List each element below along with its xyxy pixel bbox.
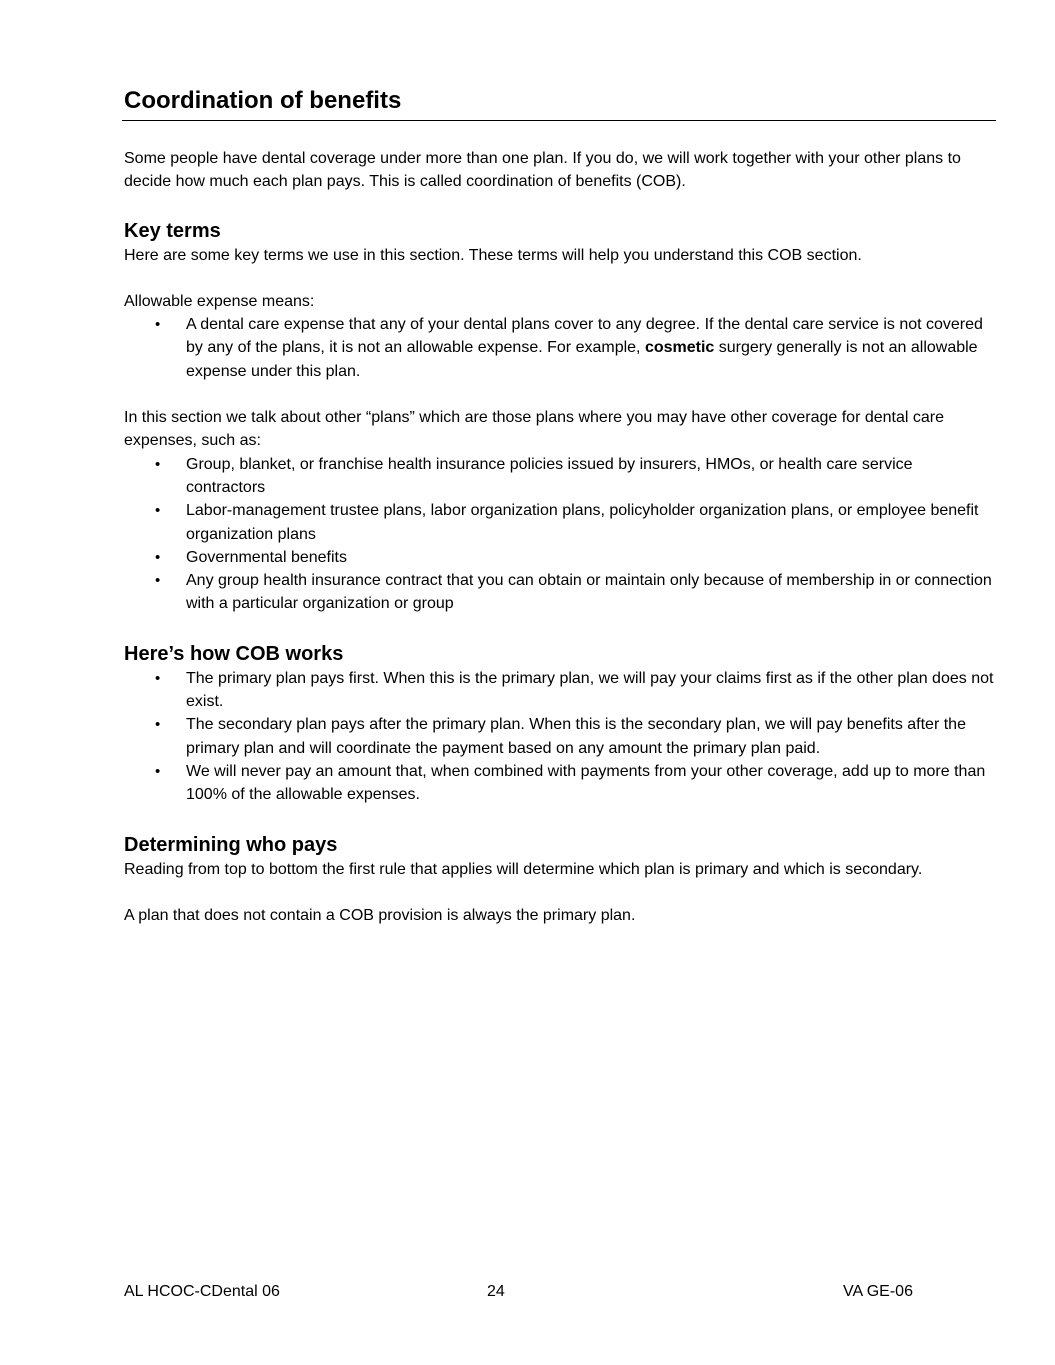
list-item <box>124 713 996 760</box>
list-item <box>124 313 996 383</box>
key-terms-description: Here are some key terms we use in this section. These terms will help you understand this COB section. <box>124 246 862 264</box>
list-item-text: The secondary plan pays after the primary plan. When this is the secondary plan, we will pay benefits after the primary plan and will coordinate the payment based on any amount the primary plan paid. <box>186 716 966 757</box>
allowable-expense-list <box>124 313 996 383</box>
key-terms-heading: Key terms <box>124 219 221 242</box>
allowable-item-text-start: A dental care expense that any of your dental plans cover to any degree. If the dental care service is not covered by any of the plans, it is not an allowable expense. For example, <box>186 316 983 357</box>
list-item <box>124 499 996 546</box>
how-cob-works-list <box>124 667 996 807</box>
bullet-icon: • <box>155 572 161 590</box>
cob-provision-text: A plan that does not contain a COB provision is always the primary plan. <box>124 906 636 924</box>
determining-heading: Determining who pays <box>124 833 338 856</box>
bullet-icon: • <box>155 316 161 334</box>
list-item-text: Any group health insurance contract that you can obtain or maintain only because of membership in or connection with a particular organization or group <box>186 572 992 613</box>
list-item-text: We will never pay an amount that, when combined with payments from your other coverage, add up to more than 100% of the allowable expenses. <box>186 762 986 804</box>
bullet-icon: • <box>155 548 161 566</box>
determining-text: Reading from top to bottom the first rule that applies will determine which plan is primary and which is secondary. <box>124 860 923 878</box>
list-item <box>124 667 996 714</box>
how-cob-works-heading: Here’s how COB works <box>124 642 344 665</box>
bullet-icon: • <box>155 669 161 687</box>
list-item-text: Labor-management trustee plans, labor organization plans, policyholder organization plans, or employee benefit organization plans <box>186 502 979 543</box>
list-item <box>124 546 996 569</box>
plans-intro: In this section we talk about other “plans” which are those plans where you may have other coverage for dental care expenses, such as: <box>124 409 945 450</box>
allowable-expense-label: Allowable expense means: <box>124 292 315 310</box>
plans-list <box>124 453 996 616</box>
footer-code: VA GE-06 <box>843 1283 913 1300</box>
bullet-icon: • <box>155 762 161 780</box>
list-item-text: Governmental benefits <box>186 548 347 566</box>
intro-paragraph: Some people have dental coverage under more than one plan. If you do, we will work together with your other plans to decide how much each plan pays. This is called coordination of benefits (COB). <box>124 150 961 191</box>
footer-form-id: AL HCOC-CDental 06 <box>124 1283 280 1300</box>
list-item <box>124 760 996 807</box>
footer-page-number: 24 <box>487 1283 505 1300</box>
bullet-icon: • <box>155 455 161 473</box>
page-title: Coordination of benefits <box>124 87 402 114</box>
list-item-text: Group, blanket, or franchise health insurance policies issued by insurers, HMOs, or health care service contractors <box>186 455 913 496</box>
bullet-icon: • <box>155 716 161 734</box>
list-item-text: The primary plan pays first. When this is the primary plan, we will pay your claims first as if the other plan does not exist. <box>186 669 994 711</box>
list-item <box>124 453 996 500</box>
bullet-icon: • <box>155 502 161 520</box>
list-item <box>124 569 996 616</box>
page-content <box>124 84 996 927</box>
allowable-item-bold: cosmetic <box>644 339 715 357</box>
allowable-item-text-end: surgery generally is not an allowable expense under this plan. <box>186 339 978 380</box>
